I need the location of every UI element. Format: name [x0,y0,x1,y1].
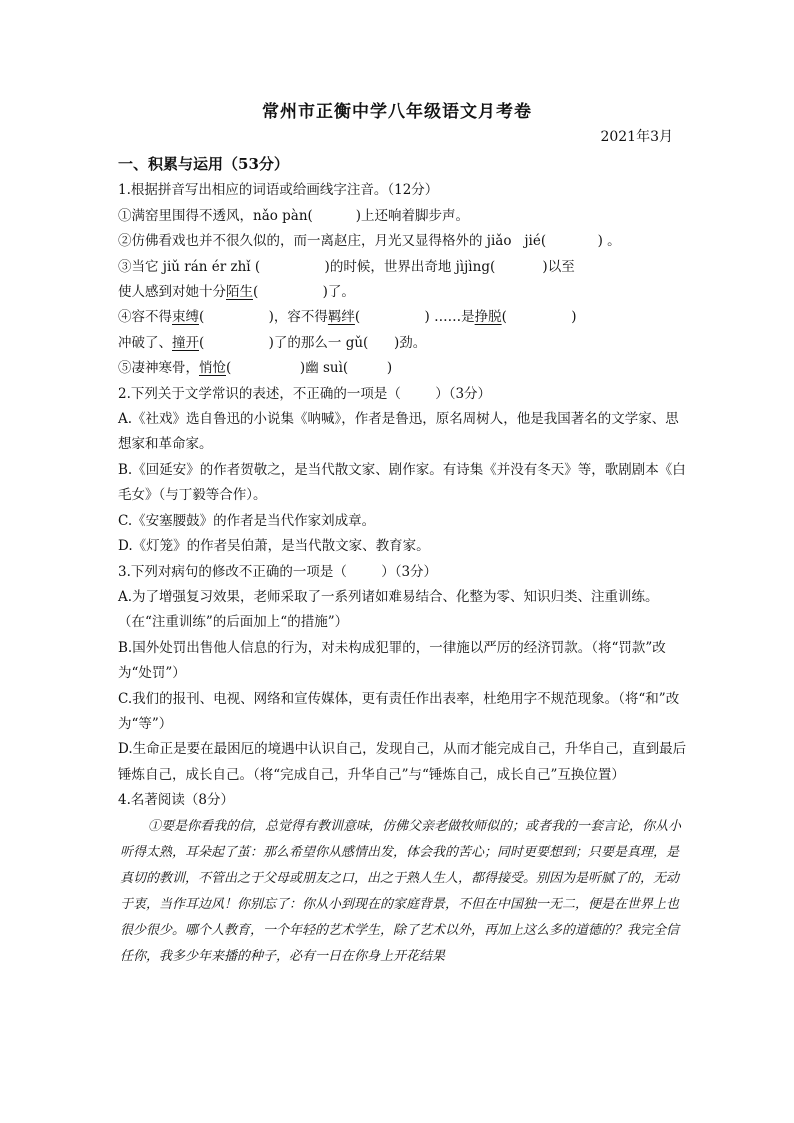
underlined-word: 束缚 [172,309,199,326]
underlined-word: 羁绊 [327,309,355,326]
question-3-option-c: C.我们的报刊、电视、网络和宣传媒体，更有责任作出表率，杜绝用字不规范现象。（将“和”改为“等”） [118,690,680,732]
question-1-item-3a: ③当它 jiǔ rán ér zhǐ ( )的时候，世界出奇地 jìjìng( )以至 [118,258,575,275]
question-2-option-b: B.《回延安》的作者贺敬之，是当代散文家、剧作家。有诗集《并没有冬天》等，歌剧剧本《白毛女》（与丁毅等合作）。 [118,461,686,504]
text-segment: ( ) [501,309,577,326]
text-segment: ( ) ……是 [354,309,475,326]
question-4-stem: 4.名著阅读（8分） [118,792,234,809]
section-heading: 一、积累与运用（53分） [118,155,289,173]
question-1-item-4b [118,331,688,356]
question-3-option-b: B.国外处罚出售他人信息的行为，对未构成犯罪的，一律施以严厉的经济罚款。（将“罚款”改为“处罚”） [118,639,666,682]
text-segment: ( )了的那么一 gǔ( )劲。 [199,334,427,351]
text-segment: ( )幽 suì( ) [226,360,393,377]
text-segment: ⑤凄神寒骨， [118,360,199,377]
exam-date: 2021年3月 [600,129,673,145]
text-segment: ④容不得 [118,309,172,326]
question-1-item-4a [118,305,688,330]
reading-excerpt [118,814,688,970]
question-2-stem: 2.下列关于文学常识的表述，不正确的一项是（ ）（3分） [118,385,492,402]
question-1-item-5 [118,356,688,381]
question-3-option-d: D.生命正是要在最困厄的境遇中认识自己，发现自己，从而才能完成自己，升华自己，直到最后锤炼自己，成长自己。（将“完成自己，升华自己”与“锤炼自己，成长自己”互换位置） [118,741,687,783]
question-1-item-3b [118,280,688,305]
question-2 [118,382,688,560]
question-4 [118,788,688,969]
question-1-item-1: ①满窑里围得不透风，nǎo pàn( )上还响着脚步声。 [118,207,469,224]
underlined-word: 陌生 [226,284,253,301]
underlined-word: 悄怆 [199,360,226,377]
excerpt-paragraph: ①要是你看我的信，总觉得有教训意味，仿佛父亲老做牧师似的；或者我的一套言论，你从小听得太熟，耳朵起了茧：那么希望你从感情出发，体会我的苦心；同时更要想到；只要是真理，是真切的教训，不管出之于父母或朋友之口，出之于熟人生人，都得接受。别因为是听腻了的，无动于衷，当作耳边风！你别忘了：你从小到现在的家庭背景，不但在中国独一无二，便是在世界上也很少很少。哪个人教育，一个年轻的艺术学生，除了艺术以外，再加上这么多的道德的？我完全信任你，我多少年来播的种子，必有一日在你身上开花结果 [120,818,682,964]
text-segment: 冲破了、 [118,334,172,351]
underlined-word: 撞开 [172,334,199,351]
question-3-option-a: A.为了增强复习效果，老师采取了一系列诸如难易结合、化整为零、知识归类、注重训练。（在“注重训练”的后面加上“的措施”） [118,588,659,631]
question-2-option-c: C.《安塞腰鼓》的作者是当代作家刘成章。 [118,512,376,529]
page-title: 常州市正衡中学八年级语文月考卷 [262,102,532,122]
question-1-item-2: ②仿佛看戏也并不很久似的，而一离赵庄，月光又显得格外的 jiǎo jié( ) 。 [118,233,621,250]
question-1-stem: 1.根据拼音写出相应的词语或给画线字注音。（12分） [118,182,439,199]
question-2-option-a: A.《社戏》选自鲁迅的小说集《呐喊》，作者是鲁迅，原名周树人，他是我国著名的文学家、思想家和革命家。 [118,411,679,453]
exam-content [118,152,688,970]
question-3-stem: 3.下列对病句的修改不正确的一项是（ ）（3分） [118,563,438,580]
question-1 [118,178,688,381]
text-segment: ( )了。 [253,284,355,301]
text-segment: 使人感到对她十分 [118,284,226,301]
text-segment: ( )，容不得 [199,309,328,326]
underlined-word: 挣脱 [474,309,502,326]
question-2-option-d: D.《灯笼》的作者吴伯萧，是当代散文家、教育家。 [118,538,430,555]
question-3 [118,560,688,789]
